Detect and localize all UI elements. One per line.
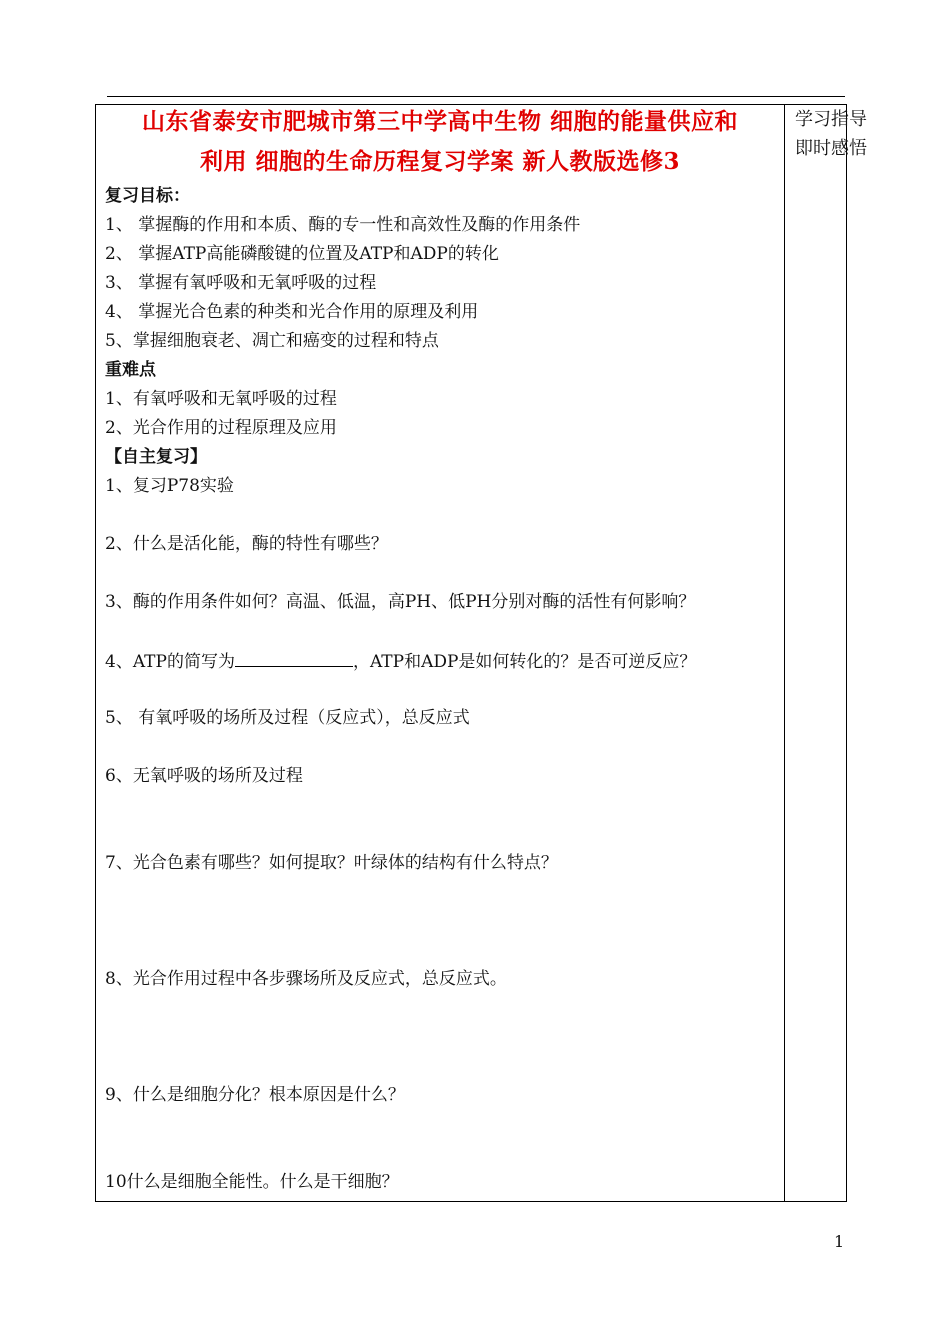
question-9: 9、什么是细胞分化？根本原因是什么？ <box>105 1085 405 1105</box>
key-point-item: 1、有氧呼吸和无氧呼吸的过程 <box>105 389 337 409</box>
question-2: 2、什么是活化能，酶的特性有哪些？ <box>105 534 388 554</box>
document-title-line2: 利用 细胞的生命历程复习学案 新人教版选修3 <box>199 148 681 175</box>
key-point-item: 2、光合作用的过程原理及应用 <box>105 418 337 438</box>
question-4-text: 4、ATP的简写为 <box>105 652 235 672</box>
question-6: 6、无氧呼吸的场所及过程 <box>105 766 303 786</box>
question-3: 3、酶的作用条件如何？高温、低温，高PH、低PH分别对酶的活性有何影响？ <box>105 592 696 612</box>
question-5: 5、 有氧呼吸的场所及过程（反应式），总反应式 <box>105 708 470 728</box>
goal-item: 4、 掌握光合色素的种类和光合作用的原理及利用 <box>105 302 479 322</box>
answer-blank[interactable] <box>235 648 353 667</box>
goal-item: 2、 掌握ATP高能磷酸键的位置及ATP和ADP的转化 <box>105 244 499 264</box>
question-7: 7、光合色素有哪些？如何提取？叶绿体的结构有什么特点？ <box>105 853 558 873</box>
question-1: 1、复习P78实验 <box>105 476 234 496</box>
page-number: 1 <box>834 1232 845 1251</box>
goal-item: 5、掌握细胞衰老、凋亡和癌变的过程和特点 <box>105 331 439 351</box>
goal-item: 3、 掌握有氧呼吸和无氧呼吸的过程 <box>105 273 377 293</box>
goals-heading: 复习目标： <box>105 186 190 206</box>
column-divider <box>784 104 785 1202</box>
self-review-heading: 【自主复习】 <box>105 447 207 467</box>
document-title-line1: 山东省泰安市肥城市第三中学高中生物 细胞的能量供应和 <box>141 108 738 135</box>
question-10: 10什么是细胞全能性。什么是干细胞？ <box>105 1172 399 1192</box>
goal-item: 1、 掌握酶的作用和本质、酶的专一性和高效性及酶的作用条件 <box>105 215 581 235</box>
question-4-text-continued: ，ATP和ADP是如何转化的？是否可逆反应？ <box>352 652 697 672</box>
key-points-heading: 重难点 <box>105 360 156 380</box>
question-8: 8、光合作用过程中各步骤场所及反应式，总反应式。 <box>105 969 507 989</box>
sidebar-label-reflection: 即时感悟 <box>795 138 867 159</box>
question-4 <box>105 648 696 674</box>
header-rule <box>107 96 845 97</box>
sidebar-label-guidance: 学习指导 <box>795 109 867 130</box>
